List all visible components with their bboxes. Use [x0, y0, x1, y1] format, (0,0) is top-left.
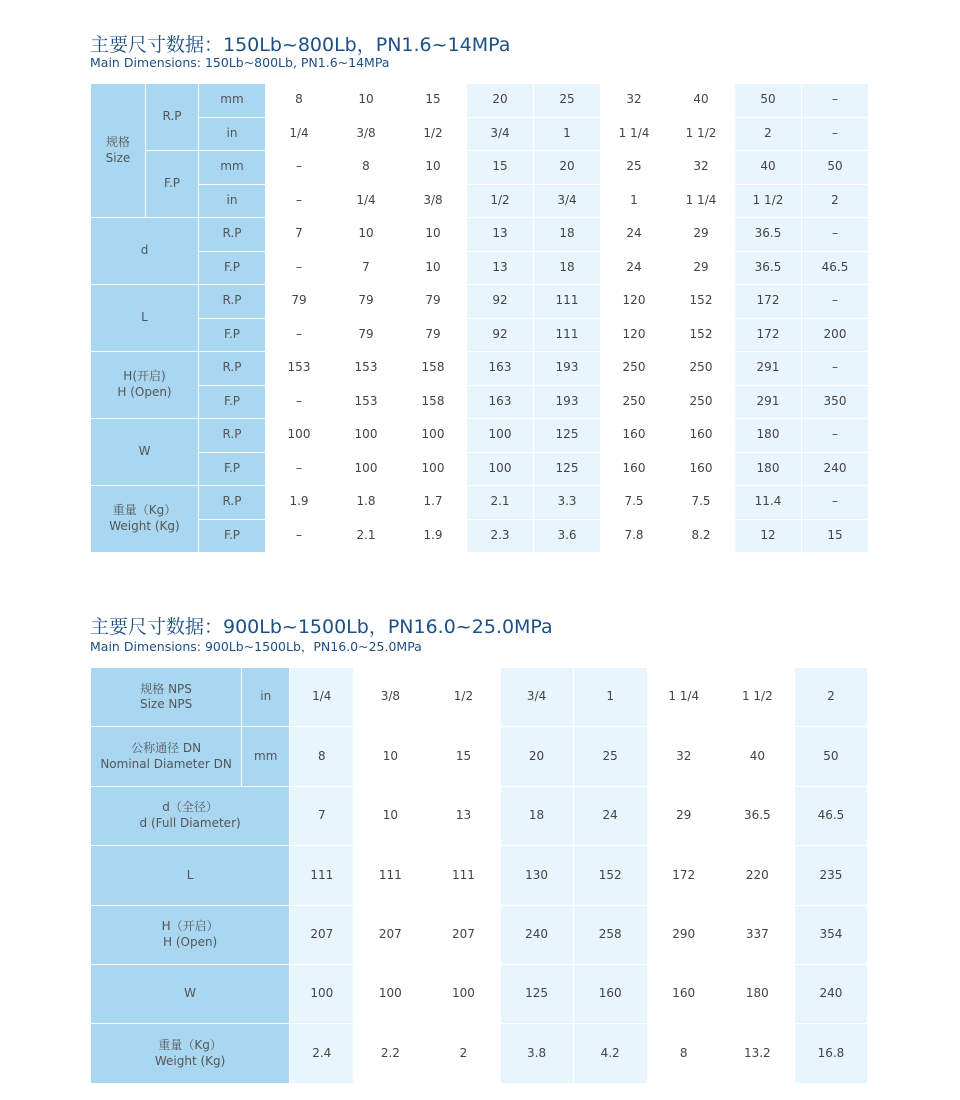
- value-cell: 250: [601, 352, 668, 386]
- value-cell: 1 1/4: [601, 117, 668, 151]
- value-cell: 3/4: [467, 117, 534, 151]
- unit-label: mm: [199, 151, 266, 185]
- value-cell: –: [266, 318, 333, 352]
- value-cell: 100: [354, 964, 427, 1023]
- value-cell: 50: [735, 84, 802, 118]
- table-row: [91, 668, 868, 727]
- group-label-cn: H(开启): [123, 369, 166, 384]
- unit-label: in: [199, 117, 266, 151]
- group-label: [91, 285, 199, 352]
- value-cell: –: [802, 352, 869, 386]
- row-label: [91, 727, 242, 786]
- value-cell: 160: [601, 419, 668, 453]
- value-cell: 207: [354, 905, 427, 964]
- value-cell: 160: [647, 964, 720, 1023]
- value-cell: 40: [720, 727, 794, 786]
- value-cell: 240: [500, 905, 573, 964]
- group-label: [91, 486, 199, 553]
- value-cell: 10: [354, 786, 427, 845]
- section1-title-cn: 主要尺寸数据：150Lb~800Lb，PN1.6~14MPa: [90, 34, 511, 56]
- value-cell: 46.5: [802, 251, 869, 285]
- value-cell: 111: [290, 846, 354, 905]
- value-cell: 40: [735, 151, 802, 185]
- size-label-cn: 规格: [105, 134, 130, 149]
- value-cell: 92: [467, 285, 534, 319]
- value-cell: 3/8: [354, 668, 427, 727]
- table-row: [91, 1024, 868, 1083]
- value-cell: 160: [601, 452, 668, 486]
- value-cell: 250: [668, 352, 735, 386]
- group-label-cn: L: [141, 310, 148, 325]
- table-row: [91, 846, 868, 905]
- value-cell: 36.5: [720, 786, 794, 845]
- value-cell: 29: [668, 251, 735, 285]
- value-cell: 25: [601, 151, 668, 185]
- value-cell: 250: [668, 385, 735, 419]
- rp-label: R.P: [199, 486, 266, 520]
- row-label-cn: d（全径）: [162, 800, 218, 815]
- value-cell: 180: [720, 964, 794, 1023]
- value-cell: –: [266, 151, 333, 185]
- table-row: [91, 251, 869, 285]
- table-row: [91, 727, 868, 786]
- value-cell: 240: [794, 964, 867, 1023]
- value-cell: –: [802, 419, 869, 453]
- value-cell: 130: [500, 846, 573, 905]
- value-cell: –: [802, 84, 869, 118]
- value-cell: 7: [266, 218, 333, 252]
- group-label-cn: d: [140, 243, 149, 258]
- value-cell: 337: [720, 905, 794, 964]
- value-cell: 100: [333, 419, 400, 453]
- value-cell: 100: [467, 419, 534, 453]
- table-row: [91, 84, 869, 118]
- value-cell: 13: [427, 786, 500, 845]
- group-label-en: H (Open): [117, 385, 172, 399]
- value-cell: 79: [333, 285, 400, 319]
- value-cell: 79: [400, 318, 467, 352]
- value-cell: 1/2: [400, 117, 467, 151]
- value-cell: 20: [500, 727, 573, 786]
- value-cell: 10: [400, 151, 467, 185]
- value-cell: –: [266, 385, 333, 419]
- value-cell: 207: [427, 905, 500, 964]
- value-cell: 2.3: [467, 519, 534, 553]
- value-cell: 200: [802, 318, 869, 352]
- value-cell: 152: [668, 285, 735, 319]
- value-cell: 1 1/4: [647, 668, 720, 727]
- value-cell: 2: [802, 184, 869, 218]
- value-cell: 100: [333, 452, 400, 486]
- size-label: [91, 84, 146, 218]
- value-cell: 1/4: [266, 117, 333, 151]
- value-cell: 172: [735, 318, 802, 352]
- table-row: [91, 964, 868, 1023]
- value-cell: 2.1: [467, 486, 534, 520]
- value-cell: 4.2: [573, 1024, 647, 1083]
- value-cell: 354: [794, 905, 867, 964]
- value-cell: 1.9: [400, 519, 467, 553]
- table-row: [91, 786, 868, 845]
- value-cell: 3/8: [400, 184, 467, 218]
- value-cell: 180: [735, 419, 802, 453]
- value-cell: 50: [802, 151, 869, 185]
- value-cell: 220: [720, 846, 794, 905]
- group-label: [91, 419, 199, 486]
- row-label-cn: L: [186, 867, 194, 882]
- value-cell: 180: [735, 452, 802, 486]
- fp-label: F.P: [199, 318, 266, 352]
- value-cell: –: [802, 285, 869, 319]
- value-cell: 111: [427, 846, 500, 905]
- value-cell: 8: [290, 727, 354, 786]
- value-cell: 160: [573, 964, 647, 1023]
- value-cell: 1.8: [333, 486, 400, 520]
- value-cell: 7.5: [601, 486, 668, 520]
- table-row: [91, 419, 869, 453]
- group-label: [91, 218, 199, 285]
- value-cell: 25: [534, 84, 601, 118]
- table-row: [91, 352, 869, 386]
- value-cell: 152: [668, 318, 735, 352]
- value-cell: 125: [534, 452, 601, 486]
- value-cell: 10: [400, 251, 467, 285]
- row-label-en: H (Open): [162, 934, 218, 949]
- value-cell: 1.7: [400, 486, 467, 520]
- row-label: [91, 905, 290, 964]
- value-cell: 235: [794, 846, 867, 905]
- fp-label: F.P: [199, 385, 266, 419]
- value-cell: 100: [467, 452, 534, 486]
- row-label-cn: 规格 NPS: [140, 681, 192, 696]
- value-cell: 3/8: [333, 117, 400, 151]
- row-label: [91, 846, 290, 905]
- value-cell: 172: [647, 846, 720, 905]
- row-label-en: d (Full Diameter): [139, 815, 241, 830]
- value-cell: 163: [467, 385, 534, 419]
- value-cell: 163: [467, 352, 534, 386]
- unit-label: mm: [242, 727, 290, 786]
- value-cell: 2.2: [354, 1024, 427, 1083]
- value-cell: 7.8: [601, 519, 668, 553]
- value-cell: 100: [290, 964, 354, 1023]
- table-row: [91, 285, 869, 319]
- row-label: [91, 1024, 290, 1083]
- value-cell: 18: [534, 218, 601, 252]
- rp-label: R.P: [146, 84, 199, 151]
- value-cell: 7: [290, 786, 354, 845]
- value-cell: 2.1: [333, 519, 400, 553]
- value-cell: 10: [354, 727, 427, 786]
- value-cell: 32: [647, 727, 720, 786]
- fp-label: F.P: [146, 151, 199, 218]
- section2-title-cn: 主要尺寸数据：900Lb~1500Lb，PN16.0~25.0MPa: [90, 616, 553, 638]
- value-cell: 160: [668, 419, 735, 453]
- table-row: [91, 452, 869, 486]
- value-cell: 32: [601, 84, 668, 118]
- value-cell: 24: [573, 786, 647, 845]
- value-cell: 24: [601, 218, 668, 252]
- value-cell: 152: [573, 846, 647, 905]
- value-cell: 250: [601, 385, 668, 419]
- value-cell: 8.2: [668, 519, 735, 553]
- value-cell: 11.4: [735, 486, 802, 520]
- value-cell: 1: [534, 117, 601, 151]
- row-label-cn: W: [184, 986, 197, 1001]
- table-row: [91, 519, 869, 553]
- section1-title-en: Main Dimensions: 150Lb~800Lb, PN1.6~14MPa: [90, 55, 390, 70]
- value-cell: 15: [802, 519, 869, 553]
- value-cell: 258: [573, 905, 647, 964]
- value-cell: 158: [400, 352, 467, 386]
- table-row: [91, 318, 869, 352]
- value-cell: –: [266, 519, 333, 553]
- value-cell: 1.9: [266, 486, 333, 520]
- value-cell: 111: [534, 318, 601, 352]
- value-cell: 18: [534, 251, 601, 285]
- value-cell: 125: [534, 419, 601, 453]
- value-cell: 1 1/4: [668, 184, 735, 218]
- value-cell: 8: [333, 151, 400, 185]
- value-cell: 100: [400, 452, 467, 486]
- unit-label: mm: [199, 84, 266, 118]
- value-cell: –: [266, 452, 333, 486]
- value-cell: –: [802, 117, 869, 151]
- table-row: [91, 905, 868, 964]
- fp-label: F.P: [199, 251, 266, 285]
- value-cell: 10: [400, 218, 467, 252]
- value-cell: 50: [794, 727, 867, 786]
- value-cell: 15: [467, 151, 534, 185]
- value-cell: 3/4: [500, 668, 573, 727]
- table-row: [91, 218, 869, 252]
- group-label-en: Weight (Kg): [109, 519, 180, 533]
- value-cell: 8: [266, 84, 333, 118]
- table-row: [91, 184, 869, 218]
- row-label: [91, 964, 290, 1023]
- value-cell: 18: [500, 786, 573, 845]
- value-cell: 24: [601, 251, 668, 285]
- value-cell: 1 1/2: [720, 668, 794, 727]
- value-cell: 153: [333, 385, 400, 419]
- value-cell: –: [802, 486, 869, 520]
- value-cell: 3.3: [534, 486, 601, 520]
- value-cell: 291: [735, 352, 802, 386]
- value-cell: 7.5: [668, 486, 735, 520]
- table-row: [91, 486, 869, 520]
- value-cell: 13.2: [720, 1024, 794, 1083]
- value-cell: 25: [573, 727, 647, 786]
- value-cell: 120: [601, 285, 668, 319]
- row-label-cn: 公称通径 DN: [131, 740, 202, 755]
- fp-label: F.P: [199, 452, 266, 486]
- table-row: [91, 385, 869, 419]
- value-cell: 153: [333, 352, 400, 386]
- value-cell: 36.5: [735, 218, 802, 252]
- value-cell: 291: [735, 385, 802, 419]
- value-cell: 15: [427, 727, 500, 786]
- value-cell: 7: [333, 251, 400, 285]
- value-cell: 10: [333, 84, 400, 118]
- value-cell: 1 1/2: [668, 117, 735, 151]
- value-cell: 79: [266, 285, 333, 319]
- value-cell: 1/4: [290, 668, 354, 727]
- row-label-cn: H（开启）: [161, 919, 219, 934]
- rp-label: R.P: [199, 419, 266, 453]
- fp-label: F.P: [199, 519, 266, 553]
- row-label-en: Size NPS: [139, 697, 193, 712]
- value-cell: 46.5: [794, 786, 867, 845]
- unit-label: in: [199, 184, 266, 218]
- value-cell: 290: [647, 905, 720, 964]
- value-cell: 20: [534, 151, 601, 185]
- value-cell: 193: [534, 385, 601, 419]
- size-label-en: Size: [105, 150, 131, 165]
- value-cell: 1/2: [467, 184, 534, 218]
- value-cell: 29: [647, 786, 720, 845]
- value-cell: 32: [668, 151, 735, 185]
- value-cell: 1: [601, 184, 668, 218]
- value-cell: 1: [573, 668, 647, 727]
- value-cell: 3/4: [534, 184, 601, 218]
- value-cell: 79: [400, 285, 467, 319]
- value-cell: 2: [735, 117, 802, 151]
- value-cell: 350: [802, 385, 869, 419]
- value-cell: 100: [266, 419, 333, 453]
- value-cell: 100: [400, 419, 467, 453]
- group-label-cn: 重量（Kg）: [112, 503, 177, 518]
- value-cell: 12: [735, 519, 802, 553]
- value-cell: 111: [534, 285, 601, 319]
- value-cell: 15: [400, 84, 467, 118]
- value-cell: –: [266, 184, 333, 218]
- value-cell: 160: [668, 452, 735, 486]
- row-label-en: Weight (Kg): [154, 1053, 226, 1068]
- value-cell: 16.8: [794, 1024, 867, 1083]
- value-cell: 2: [427, 1024, 500, 1083]
- group-label-cn: W: [138, 444, 151, 459]
- value-cell: 3.6: [534, 519, 601, 553]
- value-cell: 36.5: [735, 251, 802, 285]
- unit-label: in: [242, 668, 290, 727]
- dimensions-table-150-800: [90, 83, 869, 553]
- value-cell: 125: [500, 964, 573, 1023]
- row-label-en: Nominal Diameter DN: [100, 756, 232, 771]
- value-cell: 40: [668, 84, 735, 118]
- table-row: [91, 117, 869, 151]
- value-cell: –: [266, 251, 333, 285]
- group-label: [91, 352, 199, 419]
- dimensions-table-900-1500: [90, 667, 868, 1084]
- value-cell: –: [802, 218, 869, 252]
- value-cell: 111: [354, 846, 427, 905]
- value-cell: 158: [400, 385, 467, 419]
- rp-label: R.P: [199, 352, 266, 386]
- value-cell: 20: [467, 84, 534, 118]
- value-cell: 2: [794, 668, 867, 727]
- value-cell: 3.8: [500, 1024, 573, 1083]
- row-label-cn: 重量（Kg）: [158, 1037, 222, 1052]
- row-label: [91, 786, 290, 845]
- value-cell: 1/2: [427, 668, 500, 727]
- value-cell: 29: [668, 218, 735, 252]
- value-cell: 172: [735, 285, 802, 319]
- section2-title-en: Main Dimensions: 900Lb~1500Lb，PN16.0~25.0MPa: [90, 639, 422, 654]
- value-cell: 13: [467, 218, 534, 252]
- value-cell: 1 1/2: [735, 184, 802, 218]
- value-cell: 100: [427, 964, 500, 1023]
- value-cell: 8: [647, 1024, 720, 1083]
- value-cell: 1/4: [333, 184, 400, 218]
- value-cell: 120: [601, 318, 668, 352]
- value-cell: 10: [333, 218, 400, 252]
- value-cell: 207: [290, 905, 354, 964]
- value-cell: 13: [467, 251, 534, 285]
- value-cell: 240: [802, 452, 869, 486]
- value-cell: 2.4: [290, 1024, 354, 1083]
- value-cell: 79: [333, 318, 400, 352]
- value-cell: 92: [467, 318, 534, 352]
- value-cell: 193: [534, 352, 601, 386]
- rp-label: R.P: [199, 218, 266, 252]
- row-label: [91, 668, 242, 727]
- table-row: [91, 151, 869, 185]
- rp-label: R.P: [199, 285, 266, 319]
- value-cell: 153: [266, 352, 333, 386]
